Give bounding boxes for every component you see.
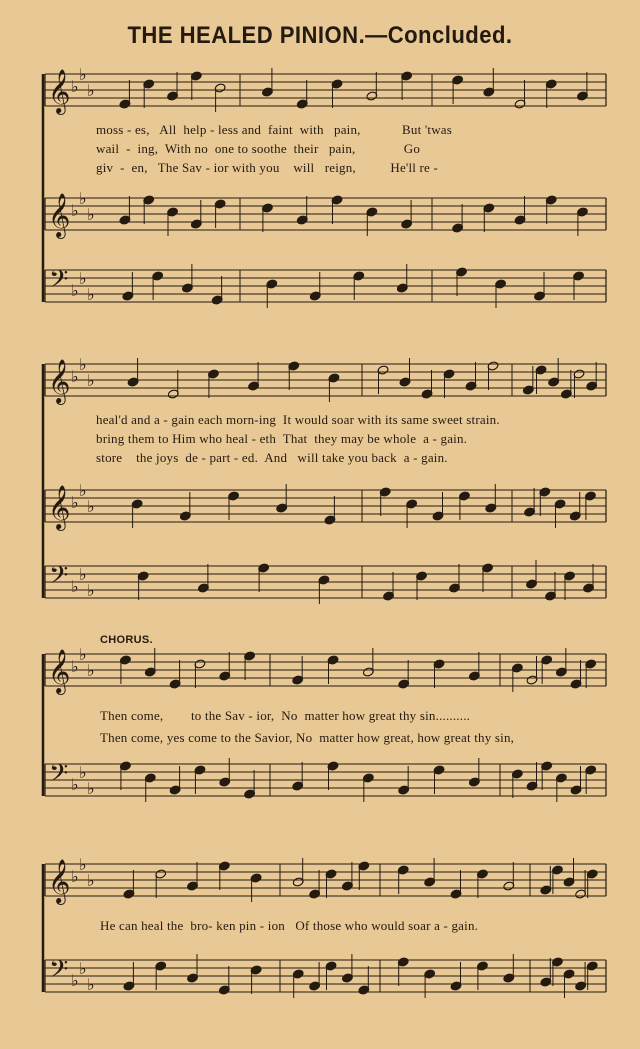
flat-icon: ♭: [79, 189, 87, 208]
treble-clef-icon: 𝄞: [48, 649, 71, 693]
flat-icon: ♭: [79, 959, 87, 978]
system-2-lyric-line-3: store the joys de - part - ed. And will take you back a - gain.: [96, 450, 448, 465]
system-2-lyric-line-2: bring them to Him who heal - eth That they may be whole a - gain.: [96, 431, 468, 446]
flat-icon: ♭: [71, 577, 79, 596]
flat-icon: ♭: [87, 871, 95, 890]
flat-icon: ♭: [87, 779, 95, 798]
system-1-lyric-line-2: wail - ing, With no one to soothe their pain, Go: [96, 141, 421, 156]
system-2-lyric-line-1: heal'd and a - gain each morn-ing It would soar with its same sweet strain.: [96, 412, 500, 427]
flat-icon: ♭: [79, 763, 87, 782]
flat-icon: ♭: [79, 645, 87, 664]
system-3-lyric-line-1: Then come, to the Sav - ior, No matter how great thy sin..........: [100, 708, 471, 723]
treble-clef-icon: 𝄞: [48, 69, 71, 113]
flat-icon: ♭: [71, 281, 79, 300]
flat-icon: ♭: [87, 205, 95, 224]
treble-clef-icon: 𝄞: [48, 359, 71, 403]
flat-icon: ♭: [71, 493, 79, 512]
bass-clef-icon: 𝄢: [49, 759, 69, 794]
flat-icon: ♭: [87, 285, 95, 304]
treble-clef-icon: 𝄞: [48, 193, 71, 237]
page-title: THE HEALED PINION.—Concluded.: [127, 22, 513, 49]
treble-clef-icon: 𝄞: [48, 485, 71, 529]
flat-icon: ♭: [79, 565, 87, 584]
chorus-label: CHORUS.: [100, 634, 153, 646]
flat-icon: ♭: [79, 65, 87, 84]
system-4-lyric-line-1: He can heal the bro- ken pin - ion Of those who would soar a - gain.: [100, 918, 479, 933]
bass-clef-icon: 𝄢: [49, 561, 69, 596]
flat-icon: ♭: [79, 481, 87, 500]
system-1-lyric-line-1: moss - es, All help - less and faint with pain, But 'twas: [96, 122, 453, 137]
flat-icon: ♭: [79, 355, 87, 374]
flat-icon: ♭: [71, 971, 79, 990]
flat-icon: ♭: [71, 201, 79, 220]
flat-icon: ♭: [87, 371, 95, 390]
system-1-lyric-line-3: giv - en, The Sav - ior with you will reign, He'll re -: [96, 160, 439, 175]
flat-icon: ♭: [71, 775, 79, 794]
bass-clef-icon: 𝄢: [49, 265, 69, 300]
bass-clef-icon: 𝄢: [49, 955, 69, 990]
flat-icon: ♭: [87, 975, 95, 994]
flat-icon: ♭: [87, 581, 95, 600]
system-3-lyric-line-2: Then come, yes come to the Savior, No matter how great, how great thy sin,: [100, 730, 515, 745]
flat-icon: ♭: [79, 855, 87, 874]
flat-icon: ♭: [71, 657, 79, 676]
flat-icon: ♭: [71, 77, 79, 96]
flat-icon: ♭: [71, 867, 79, 886]
flat-icon: ♭: [87, 497, 95, 516]
flat-icon: ♭: [87, 81, 95, 100]
flat-icon: ♭: [71, 367, 79, 386]
flat-icon: ♭: [79, 269, 87, 288]
treble-clef-icon: 𝄞: [48, 859, 71, 903]
flat-icon: ♭: [87, 661, 95, 680]
